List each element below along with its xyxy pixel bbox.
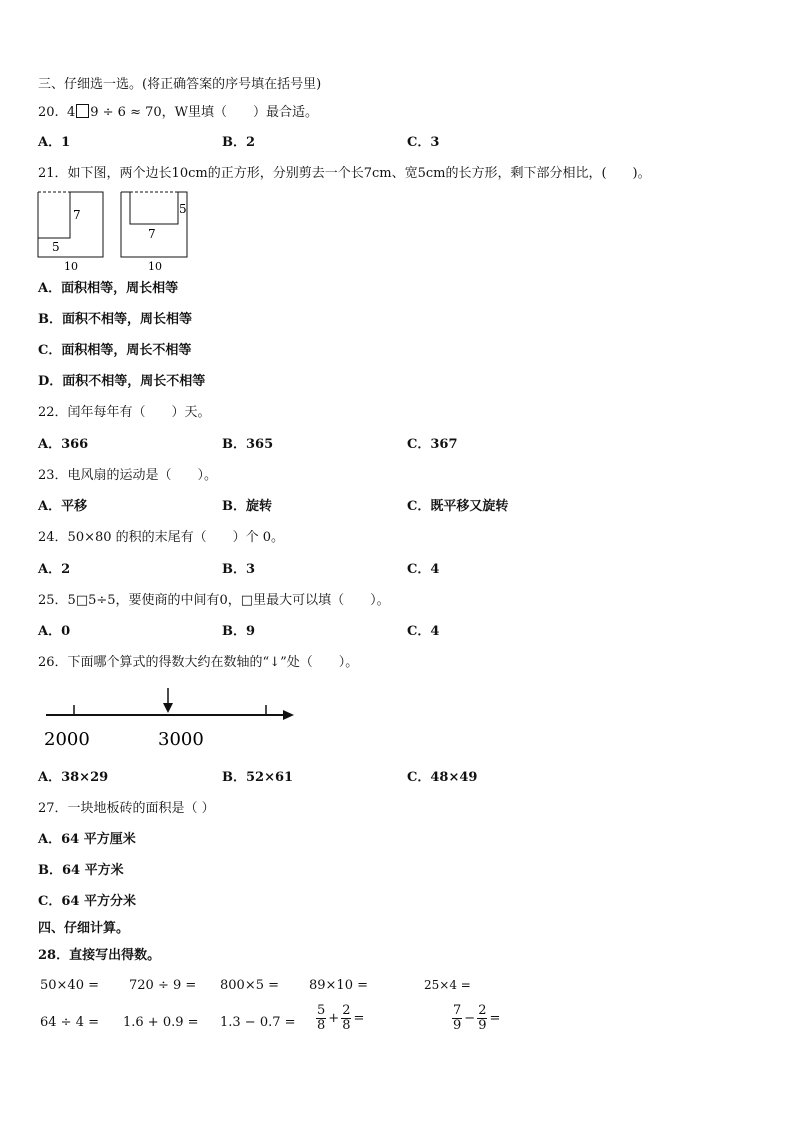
q26-option-c[interactable]: C．48×49 (407, 770, 478, 785)
axis-label-3000: 3000 (158, 729, 204, 750)
q27-stem: 27．一块地板砖的面积是（ ） (38, 801, 215, 816)
calc-2: 720 ÷ 9 = (129, 978, 197, 993)
calc-8: 1.3 − 0.7 = (220, 1015, 296, 1030)
calc-1: 50×40 = (40, 978, 100, 993)
q21-left-square (38, 192, 103, 273)
q20-stem (38, 104, 318, 121)
calc-4: 89×10 = (309, 978, 369, 993)
q25-option-a[interactable]: A．0 (38, 624, 71, 639)
q22-stem: 22．闰年每年有（ ）天。 (38, 405, 211, 420)
q24-option-c[interactable]: C．4 (407, 562, 440, 577)
q25-stem: 25．5□5÷5，要使商的中间有0，□里最大可以填（ ）。 (38, 593, 390, 608)
q21-left-label-7: 7 (73, 208, 81, 222)
q26-option-a[interactable]: A．38×29 (38, 770, 109, 785)
q28-stem: 28．直接写出得数。 (38, 948, 161, 963)
q26-number-line (40, 684, 302, 752)
q20-stem-pre: 4 (66, 105, 76, 120)
fraction-calc-1: $\frac{5}{8}$ + $\frac{2}{8}$ = (317, 1003, 365, 1033)
section-3-title: 三、仔细选一选。(将正确答案的序号填在括号里) (38, 77, 322, 92)
q22-option-a[interactable]: A．366 (38, 437, 89, 452)
q22-option-c[interactable]: C．367 (407, 437, 458, 452)
q20-number: 20. (38, 105, 59, 120)
q21-figure (34, 188, 194, 274)
q21-right-label-7: 7 (148, 227, 156, 241)
q24-option-a[interactable]: A．2 (38, 562, 71, 577)
fraction-calc-2: $\frac{7}{9}$ − $\frac{2}{9}$ = (453, 1003, 501, 1033)
fraction: $\frac{7}{9}$ (453, 1003, 462, 1033)
q24-stem: 24．50×80 的积的末尾有（ ）个 0。 (38, 530, 285, 545)
q21-left-label-10: 10 (64, 260, 78, 273)
q20-option-a[interactable]: A．1 (38, 135, 71, 150)
q23-option-b[interactable]: B．旋转 (222, 499, 272, 514)
q24-option-b[interactable]: B．3 (222, 562, 256, 577)
q21-left-label-5: 5 (52, 240, 60, 254)
q20-option-b[interactable]: B．2 (222, 135, 256, 150)
section-4-title: 四、仔细计算。 (38, 921, 130, 936)
q23-option-c[interactable]: C．既平移又旋转 (407, 499, 509, 514)
q26-option-b[interactable]: B．52×61 (222, 770, 294, 785)
fraction: $\frac{2}{9}$ (478, 1003, 487, 1033)
calc-5: 25×4 = (424, 978, 471, 992)
calc-3: 800×5 = (220, 978, 280, 993)
q21-right-square (121, 192, 187, 273)
axis-label-2000: 2000 (44, 729, 90, 750)
q21-option-a[interactable]: A．面积相等，周长相等 (38, 281, 179, 296)
q22-option-b[interactable]: B．365 (222, 437, 274, 452)
axis-arrowhead (283, 710, 294, 720)
q27-option-c[interactable]: C．64 平方分米 (38, 894, 136, 909)
q21-stem: 21．如下图，两个边长10cm的正方形，分别剪去一个长7cm、宽5cm的长方形，剩下部分相比，( )。 (38, 166, 651, 181)
fraction: $\frac{5}{8}$ (317, 1003, 326, 1033)
q27-option-a[interactable]: A．64 平方厘米 (38, 832, 136, 847)
q21-option-d[interactable]: D．面积不相等，周长不相等 (38, 374, 206, 389)
q21-right-label-5: 5 (179, 202, 187, 216)
q25-option-c[interactable]: C．4 (407, 624, 440, 639)
q21-option-b[interactable]: B．面积不相等，周长相等 (38, 312, 192, 327)
fraction: $\frac{2}{8}$ (342, 1003, 351, 1033)
q20-stem-post: 9 ÷ 6 ≈ 70，W里填（ ）最合适。 (90, 105, 318, 120)
down-arrow-head (163, 703, 173, 713)
calc-6: 64 ÷ 4 = (40, 1015, 99, 1030)
q27-option-b[interactable]: B．64 平方米 (38, 863, 124, 878)
blank-box (76, 104, 89, 118)
q26-stem: 26．下面哪个算式的得数大约在数轴的“↓”处（ ）。 (38, 655, 359, 670)
calc-7: 1.6 + 0.9 = (123, 1015, 199, 1030)
q21-right-label-10: 10 (148, 260, 162, 273)
q23-stem: 23．电风扇的运动是（ ）。 (38, 468, 218, 483)
q25-option-b[interactable]: B．9 (222, 624, 256, 639)
q23-option-a[interactable]: A．平移 (38, 499, 88, 514)
q20-option-c[interactable]: C．3 (407, 135, 440, 150)
q21-option-c[interactable]: C．面积相等，周长不相等 (38, 343, 192, 358)
